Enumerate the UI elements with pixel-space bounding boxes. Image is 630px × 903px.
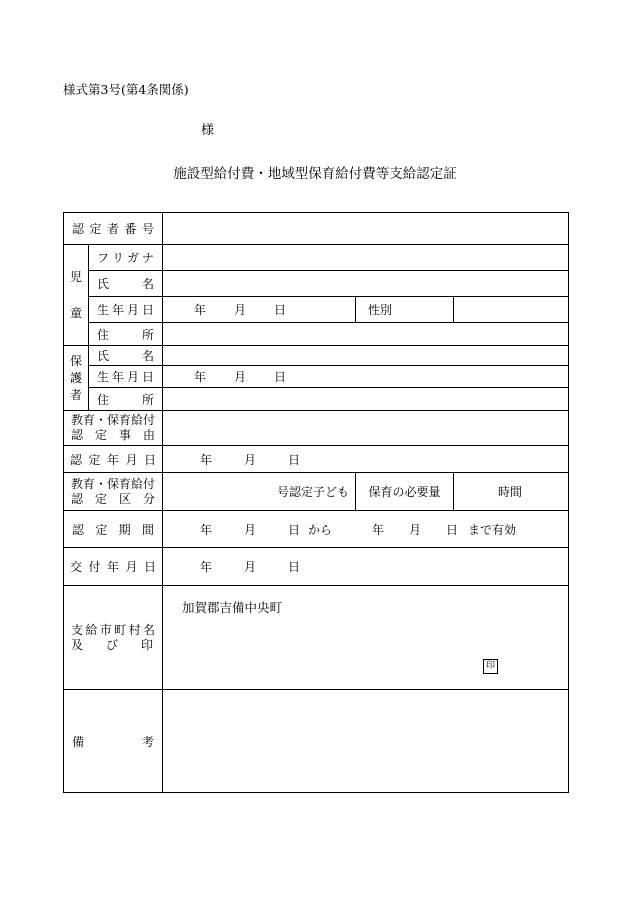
label-char: 年: [107, 560, 120, 574]
label-char: 者: [107, 222, 120, 236]
label-char: 付: [88, 560, 101, 574]
remarks-label: [64, 690, 163, 793]
cert-no-label: [64, 213, 163, 245]
label-char: 期: [118, 522, 131, 537]
label-char: 考: [142, 734, 155, 749]
category-label: 教育・保育給付 認 定 区 分: [64, 473, 163, 511]
certificate-form: [63, 212, 569, 793]
label-char: 支: [71, 622, 84, 637]
vertical-label-char: 護: [69, 370, 82, 385]
period-label: [64, 511, 163, 548]
document-title: 施設型給付費・地域型保育給付費等支給認定証: [173, 166, 457, 182]
cert-date-label: [64, 446, 163, 473]
cert-date-value[interactable]: [163, 446, 569, 473]
category-value[interactable]: [163, 473, 356, 511]
label-char: 交: [70, 560, 83, 574]
guardian-birth-value[interactable]: [163, 366, 569, 388]
label-char: 間: [141, 522, 154, 537]
need-label: 保育の必要量: [356, 473, 454, 511]
guardian-name-label: [89, 346, 163, 366]
guardian-address-label: [89, 388, 163, 411]
guardian-birth-label: [89, 366, 163, 388]
label-char: フ: [97, 251, 110, 265]
child-birth-label: [89, 297, 163, 323]
from-text: から: [308, 522, 333, 537]
label-char: 番: [124, 222, 137, 236]
month-unit: 月: [244, 560, 257, 574]
guardian-address-value[interactable]: [163, 388, 569, 411]
month-unit: 月: [234, 370, 247, 384]
year-unit: 年: [372, 522, 385, 537]
day-unit: 日: [274, 303, 287, 317]
year-unit: 年: [194, 370, 207, 384]
label-char: 分: [143, 491, 156, 506]
label-char: 由: [143, 428, 156, 442]
month-unit: 月: [244, 452, 257, 467]
label-char: 年: [112, 370, 125, 384]
child-furigana-value[interactable]: [163, 245, 569, 271]
label-char: 日: [142, 370, 155, 384]
until-text: まで有効: [468, 522, 517, 537]
label-char: 名: [142, 622, 155, 637]
label-char: 定: [95, 428, 108, 442]
label-char: 日: [142, 303, 155, 317]
label-char: 区: [119, 491, 132, 506]
label-char: 印: [141, 637, 154, 652]
label-char: 町: [114, 622, 127, 637]
label-char: 日: [144, 452, 157, 467]
label-char: び: [106, 637, 119, 652]
label-char: 生: [97, 370, 110, 384]
label-char: 給: [85, 622, 98, 637]
label-char: 認: [71, 428, 84, 442]
label-char: 市: [99, 622, 112, 637]
month-unit: 月: [244, 522, 257, 537]
child-furigana-label: [89, 245, 163, 271]
cert-no-value[interactable]: [163, 213, 569, 245]
label-char: 住: [97, 392, 110, 407]
label-char: 所: [142, 327, 155, 342]
issue-date-value[interactable]: [163, 548, 569, 586]
gender-label: 性別: [356, 297, 454, 323]
seal-stamp: 印: [483, 659, 498, 674]
year-unit: 年: [200, 560, 213, 574]
label-char: 日: [144, 560, 157, 574]
guardian-group-label: [64, 346, 89, 411]
label-char: 年: [107, 452, 120, 467]
child-address-label: [89, 323, 163, 346]
vertical-label-char: 者: [69, 387, 82, 402]
label-char: 生: [97, 303, 110, 317]
hours-unit: 時間: [498, 485, 523, 499]
label-char: 住: [97, 327, 110, 342]
year-unit: 年: [200, 522, 213, 537]
label-char: 氏: [97, 349, 110, 363]
label-char: 備: [72, 734, 85, 749]
label-char: 及: [71, 637, 84, 652]
label-char: 月: [125, 452, 138, 467]
label-char: 名: [142, 349, 155, 363]
child-birth-value[interactable]: [163, 297, 356, 323]
issue-date-label: [64, 548, 163, 586]
label-char: 認: [72, 222, 85, 236]
child-group-label: [64, 245, 89, 346]
label-char: 定: [89, 222, 102, 236]
day-unit: 日: [274, 370, 287, 384]
reason-label: 教育・保育給付 認 定 事 由: [64, 411, 163, 446]
day-unit: 日: [446, 522, 459, 537]
addressee-suffix: 様: [201, 123, 215, 138]
child-name-label: [89, 271, 163, 297]
year-unit: 年: [194, 303, 207, 317]
label-char: 氏: [97, 277, 110, 291]
gender-value[interactable]: [454, 297, 569, 323]
remarks-value[interactable]: [163, 690, 569, 793]
need-value[interactable]: [454, 473, 569, 511]
municipality-label: [64, 586, 163, 690]
label-char: 年: [112, 303, 125, 317]
day-unit: 日: [288, 522, 301, 537]
category-text: 号認定子ども: [277, 485, 350, 499]
vertical-label-char: 児: [69, 270, 82, 284]
day-unit: 日: [288, 560, 301, 574]
day-unit: 日: [288, 452, 301, 467]
form-number: 様式第3号(第4条関係): [63, 82, 189, 97]
municipality-value[interactable]: [163, 586, 569, 690]
reason-value[interactable]: [163, 411, 569, 446]
period-value[interactable]: [163, 511, 569, 548]
label-char: 村: [128, 622, 141, 637]
label-char: 号: [142, 222, 155, 236]
label-char: 月: [127, 370, 140, 384]
month-unit: 月: [409, 522, 422, 537]
label-char: ナ: [142, 251, 155, 265]
child-address-value[interactable]: [163, 323, 569, 346]
label-char: 月: [125, 560, 138, 574]
label-char: 定: [95, 491, 108, 506]
child-name-value[interactable]: [163, 271, 569, 297]
municipality-name: 加賀郡吉備中央町: [182, 600, 283, 615]
label-char: ガ: [127, 251, 140, 265]
vertical-label-char: 保: [69, 353, 82, 368]
month-unit: 月: [234, 303, 247, 317]
guardian-name-value[interactable]: [163, 346, 569, 366]
label-char: 認: [70, 452, 83, 467]
year-unit: 年: [200, 452, 213, 467]
vertical-label-char: 童: [69, 306, 82, 320]
label-char: 所: [142, 392, 155, 407]
label-char: 定: [88, 452, 101, 467]
label-char: 定: [95, 522, 108, 537]
label-char: 月: [127, 303, 140, 317]
label-char: 事: [119, 428, 132, 442]
label-char: 名: [142, 277, 155, 291]
label-char: 認: [72, 522, 85, 537]
label-char: 認: [71, 491, 84, 506]
label-char: リ: [112, 251, 125, 265]
